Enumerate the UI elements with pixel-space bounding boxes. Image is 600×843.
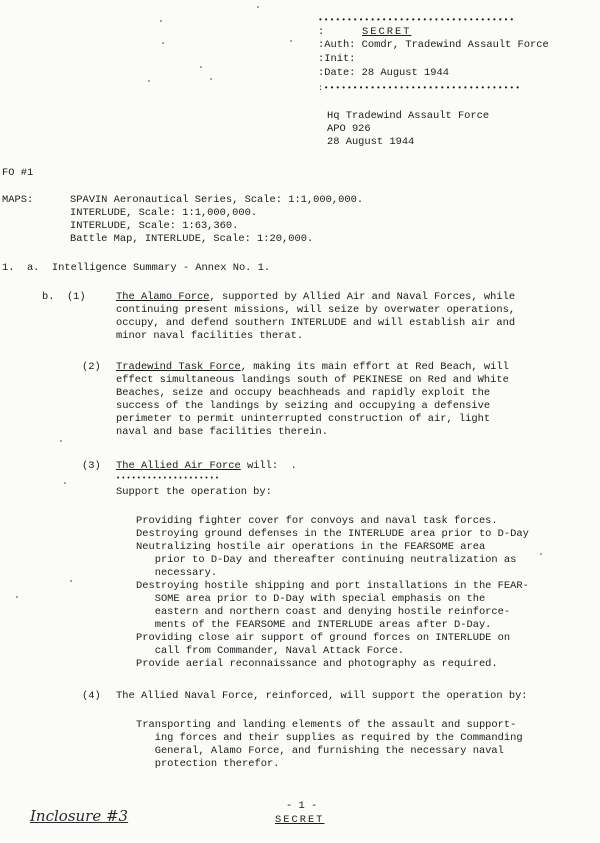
paragraph-b1-rest: , supported by Allied Air and Naval Forces, while <box>209 291 516 303</box>
naval-force-item: ing forces and their supplies as required by the Commanding <box>136 732 523 744</box>
paragraph-b2-line: Beaches, seize and occupy beachheads and rapidly exploit the <box>116 387 491 399</box>
paragraph-b1-title: The Alamo Force <box>116 291 210 303</box>
paragraph-b3-dots: •••••••••••••••••••• <box>116 475 221 483</box>
scan-speck <box>257 6 259 8</box>
naval-force-item: protection therefor. <box>136 758 280 770</box>
scan-speck <box>16 596 18 598</box>
paragraph-b2-rest: , making its main effort at Red Beach, will <box>240 361 509 373</box>
classification-auth: :Auth: Comdr, Tradewind Assault Force <box>318 39 549 51</box>
footer-classification: SECRET <box>275 814 325 826</box>
paragraph-b3-rest: will: . <box>240 460 297 472</box>
paragraph-b2-line: success of the landings by seizing and occupying a defensive <box>116 400 491 412</box>
air-force-item: eastern and northern coast and denying hostile reinforce- <box>136 606 511 618</box>
air-force-item: Provide aerial reconnaissance and photography as required. <box>136 658 498 670</box>
paragraph-1a: 1. a. Intelligence Summary - Annex No. 1. <box>2 262 271 274</box>
air-force-item: Neutralizing hostile air operations in the FEARSOME area <box>136 541 486 553</box>
paragraph-b1-line: occupy, and defend southern INTERLUDE and will establish air and <box>116 317 516 329</box>
header-hq: Hq Tradewind Assault Force <box>327 110 490 122</box>
paragraph-b3-number: (3) <box>82 460 101 472</box>
maps-line: INTERLUDE, Scale: 1:63,360. <box>70 220 239 232</box>
scan-speck <box>64 482 66 484</box>
handwritten-inclosure-note: Inclosure #3 <box>30 807 129 825</box>
classification-dots-top: •••••••••••••••••••••••••••••••••• <box>318 16 516 25</box>
paragraph-b2-line: perimeter to permit uninterrupted construction of air, light <box>116 413 491 425</box>
scan-speck <box>290 40 292 42</box>
paragraph-b2-title: Tradewind Task Force <box>116 361 241 373</box>
scan-speck <box>540 553 542 555</box>
paragraph-b2-number: (2) <box>82 361 101 373</box>
classification-init: :Init: <box>318 53 356 65</box>
header-apo: APO 926 <box>327 123 371 135</box>
scan-speck <box>70 580 72 582</box>
classification-marker: : <box>318 26 325 38</box>
scan-speck <box>60 440 62 442</box>
fo-number: FO #1 <box>2 167 34 179</box>
air-force-item: Providing fighter cover for convoys and naval task forces. <box>136 515 498 527</box>
maps-line: INTERLUDE, Scale: 1:1,000,000. <box>70 207 258 219</box>
header-date: 28 August 1944 <box>327 136 415 148</box>
paragraph-b4-number: (4) <box>82 690 101 702</box>
air-force-item: Destroying hostile shipping and port installations in the FEAR- <box>136 580 529 592</box>
paragraph-b1-number: b. (1) <box>42 291 86 303</box>
air-force-item: SOME area prior to D-Day with special emphasis on the <box>136 593 486 605</box>
scan-speck <box>160 20 162 22</box>
air-force-item: Providing close air support of ground forces on INTERLUDE on <box>136 632 511 644</box>
scan-speck <box>162 42 164 44</box>
paragraph-b4-text: The Allied Naval Force, reinforced, will support the operation by: <box>116 690 528 702</box>
maps-line: Battle Map, INTERLUDE, Scale: 1:20,000. <box>70 233 314 245</box>
air-force-item: necessary. <box>136 567 218 579</box>
air-force-item: ments of the FEARSOME and INTERLUDE areas after D-Day. <box>136 619 492 631</box>
scan-speck <box>148 80 150 82</box>
paragraph-b3-intro: Support the operation by: <box>116 486 272 498</box>
classification-date: :Date: 28 August 1944 <box>318 67 449 79</box>
paragraph-b1-line: minor naval facilities therat. <box>116 330 304 342</box>
paragraph-b3-title: The Allied Air Force <box>116 460 241 472</box>
maps-label: MAPS: <box>2 194 34 206</box>
page-number: - 1 - <box>286 800 318 812</box>
air-force-item: call from Commander, Naval Attack Force. <box>136 645 405 657</box>
paragraph-b1-line: continuing present missions, will seize by overwater operations, <box>116 304 516 316</box>
naval-force-item: Transporting and landing elements of the assault and support- <box>136 719 517 731</box>
maps-line: SPAVIN Aeronautical Series, Scale: 1:1,000,000. <box>70 194 364 206</box>
paragraph-b1-heading <box>116 291 515 304</box>
paragraph-b3-heading <box>116 460 297 473</box>
paragraph-b2-line: naval and base facilities therein. <box>116 426 329 438</box>
classification-label: SECRET <box>362 26 412 38</box>
paragraph-b2-line: effect simultaneous landings south of PEKINESE on Red and White <box>116 374 509 386</box>
classification-dots-bottom: :•••••••••••••••••••••••••••••••••• <box>318 84 522 93</box>
scan-speck <box>200 66 202 68</box>
naval-force-item: General, Alamo Force, and furnishing the necessary naval <box>136 745 504 757</box>
air-force-item: Destroying ground defenses in the INTERLUDE area prior to D-Day <box>136 528 529 540</box>
scan-speck <box>210 78 212 80</box>
air-force-item: prior to D-Day and thereafter continuing neutralization as <box>136 554 517 566</box>
paragraph-b2-heading <box>116 361 509 374</box>
